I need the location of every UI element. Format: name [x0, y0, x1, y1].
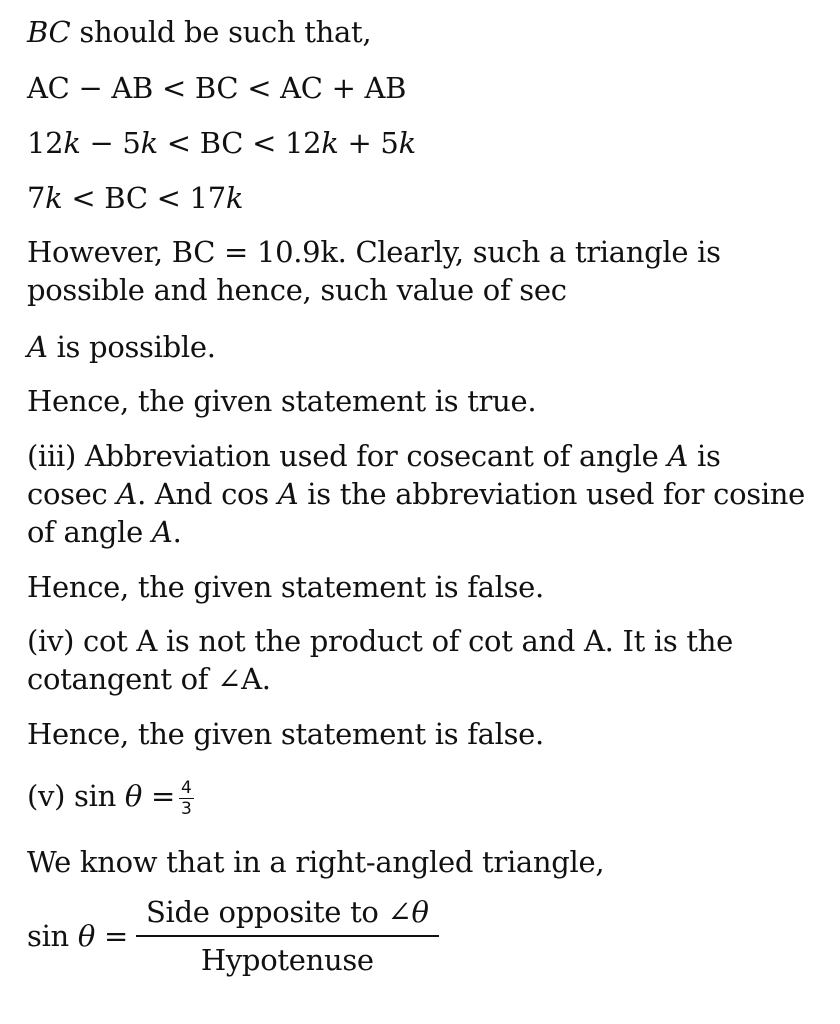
text-line-however: However, BC = 10.9k. Clearly, such a triangle is — [27, 235, 721, 269]
math-var-k: k — [63, 126, 81, 160]
math-var-a: A — [667, 439, 689, 473]
math-var-a: A — [277, 477, 299, 511]
math-segment: < BC < 17 — [62, 181, 226, 215]
fraction-denominator: Hypotenuse — [200, 943, 374, 977]
inequality-line-general: AC − AB < BC < AC + AB — [27, 71, 407, 105]
text-segment: of angle — [27, 515, 152, 549]
text-line-statement-false-1: Hence, the given statement is false. — [27, 570, 544, 604]
fraction-sin-definition — [136, 893, 439, 979]
text-line-bc-condition — [27, 13, 371, 51]
math-var-theta: θ — [124, 779, 143, 813]
text-line-iii — [27, 437, 721, 475]
math-var-k: k — [321, 126, 339, 160]
math-var-k: k — [225, 181, 244, 215]
math-segment: 12 — [27, 126, 64, 160]
fraction-denominator: 3 — [180, 798, 192, 819]
text-segment: . And cos — [137, 477, 278, 511]
text-line-cosec — [27, 475, 805, 513]
text-line-a-possible — [27, 328, 216, 366]
math-segment: = — [142, 779, 175, 813]
equation-lhs — [27, 917, 128, 955]
text-segment: sin — [27, 919, 78, 953]
math-var-bc: BC — [27, 15, 71, 49]
text-line-statement-true: Hence, the given statement is true. — [27, 384, 537, 418]
math-var-theta: θ — [77, 919, 96, 953]
text-line-cotangent: cotangent of ∠A. — [27, 662, 271, 696]
equation-sin-definition — [27, 893, 439, 979]
fraction-numerator: 4 — [180, 777, 192, 798]
math-var-a: A — [27, 330, 48, 364]
math-var-k: k — [398, 126, 416, 160]
text-line-iv: (iv) cot A is not the product of cot and A. It is the — [27, 624, 733, 658]
equation-sin-theta-value — [27, 777, 194, 819]
text-segment: is — [688, 439, 721, 473]
text-line-we-know: We know that in a right-angled triangle, — [27, 845, 605, 879]
math-var-a: A — [116, 477, 138, 511]
math-var-theta: θ — [411, 895, 429, 929]
math-segment: − 5 — [80, 126, 141, 160]
inequality-line-substituted — [27, 124, 416, 162]
math-segment: < BC < 12 — [157, 126, 322, 160]
text-segment: is the abbreviation used for cosine — [298, 477, 806, 511]
inequality-line-simplified — [27, 179, 243, 217]
text-line-of-angle — [27, 513, 181, 551]
math-var-k: k — [45, 181, 63, 215]
text-segment: should be such that, — [70, 15, 372, 49]
text-segment: cosec — [27, 477, 117, 511]
text-segment: (v) sin — [27, 779, 125, 813]
math-segment: = — [95, 919, 128, 953]
fraction-numerator — [136, 893, 439, 937]
math-var-a: A — [151, 515, 173, 549]
math-var-k: k — [140, 126, 158, 160]
fraction-four-thirds — [179, 778, 194, 819]
math-segment: + 5 — [338, 126, 399, 160]
math-segment: 7 — [27, 181, 46, 215]
text-line-statement-false-2: Hence, the given statement is false. — [27, 717, 544, 751]
text-segment: is possible. — [47, 330, 216, 364]
text-segment: (iii) Abbreviation used for cosecant of angle — [27, 439, 668, 473]
text-segment: . — [172, 515, 182, 549]
text-segment: Side opposite to ∠ — [145, 895, 412, 929]
text-line-possible: possible and hence, such value of sec — [27, 273, 567, 307]
